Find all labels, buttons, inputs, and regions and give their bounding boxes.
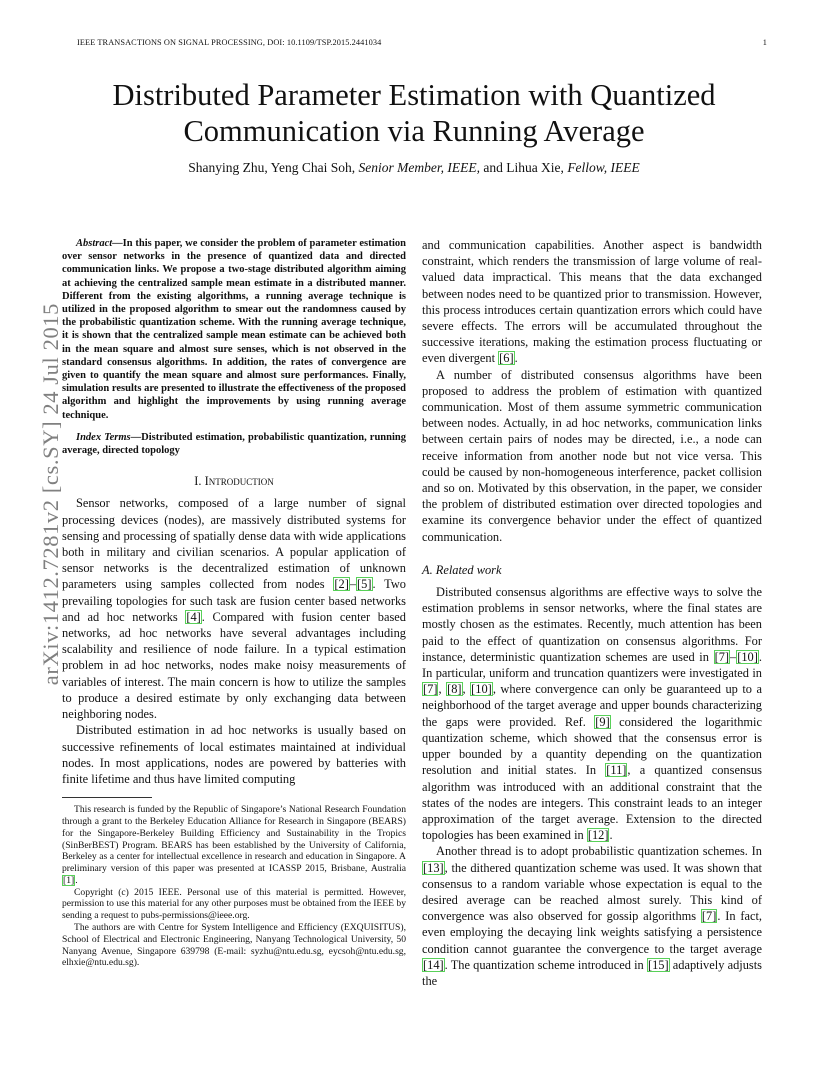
citation-link[interactable]: [5] <box>357 577 372 592</box>
author-1-title: Senior Member, IEEE, <box>358 160 480 175</box>
citation-link[interactable]: [1] <box>63 874 75 886</box>
section-number: I. <box>194 474 205 489</box>
text-run: considered the logarithmic quantization scheme, which showed that the consensus error is upper bounded by a quantity depending on the quantization resolution and initial states. In <box>422 714 762 778</box>
footnote-rule <box>62 797 152 798</box>
text-run: , <box>438 682 447 697</box>
intro-paragraph-2-continued <box>422 237 762 367</box>
text-run: . In fact, even employing the decaying link weights satisfying a persistence condition cannot guarantee the convergence to the target average <box>422 909 763 956</box>
title-line-2: Communication via Running Average <box>183 114 645 148</box>
section-heading-introduction <box>62 473 406 489</box>
text-run: Distributed consensus algorithms are effective ways to solve the estimation problems in sensor networks, where the final states are mostly chosen as the estimates. Recently, much attention has been paid to the effect of quantization on consensus algorithms. For instance, deterministic quantization schemes are used in <box>422 585 762 664</box>
citation-link[interactable]: [14] <box>423 957 444 972</box>
author-2: and Lihua Xie, <box>479 160 568 175</box>
intro-paragraph-3: A number of distributed consensus algorithms have been proposed to address the problem of estimation with quantized communication. Most of them assume symmetric communication between nodes. Actually, in ad hoc networks, communication links between certain pairs of nodes may be directed, i.e., a node can receive information from another node but not vice versa. This could be caused by non-homogeneous interference, packet collision and so on. Motivated by this observation, in the paper, we consider the problem of distributed estimation over directed topologies and examine its convergence behavior under the effect of quantized communication. <box>422 367 762 544</box>
citation-link[interactable]: [6] <box>499 351 514 366</box>
intro-paragraph-1 <box>62 495 406 722</box>
text-run: . <box>514 351 518 366</box>
text-run: and communication capabilities. Another aspect is bandwidth constraint, which renders the transmission of large volume of real-valued data impractical. This means that the data exchanged between nodes need to be quantized prior to transmission. However, this process introduces certain quantization errors which could have severe effects. The errors will be accumulated throughout the successive iterations, making the estimation process fluctuating or even divergent <box>422 238 762 366</box>
text-run: , the dithered quantization scheme was used. It was shown that consensus to a random variable whose expectation is equal to the desired average can be reached almost surely. This kind of convergence was also observed for gossip algorithms <box>422 860 762 924</box>
citation-link[interactable]: [11] <box>606 763 627 778</box>
index-terms-label: Index Terms <box>76 431 131 443</box>
citation-link[interactable]: [10] <box>737 649 758 664</box>
left-column <box>62 237 406 969</box>
journal-header: IEEE TRANSACTIONS ON SIGNAL PROCESSING, DOI: 10.1109/TSP.2015.2441034 <box>77 38 382 47</box>
footnote-copyright: Copyright (c) 2015 IEEE. Personal use of this material is permitted. However, permission to use this material for any other purposes must be obtained from the IEEE by sending a request to pubs-permissions@ieee.org. <box>62 886 406 922</box>
text-run: , where convergence can only be guaranteed up to a neighborhood of the target average and upper bounds characterizing the gaps were provided. Ref. <box>422 682 762 729</box>
citation-link[interactable]: [13] <box>423 860 444 875</box>
text-run: This research is funded by the Republic of Singapore’s National Research Foundation through a grant to the Berkeley Education Alliance for Research in Singapore (BEARS) for the Singapore-Berkeley Building Efficiency and Sustainability in the Tropics (SinBerBEST) Program. BEARS has been established by the University of California, Berkeley as a center for intellectual excellence in research and education in Singapore. A preliminary version of this paper was presented at ICASSP 2015, Brisbane, Australia <box>62 804 406 875</box>
authors <box>60 160 768 176</box>
abstract <box>62 237 406 422</box>
text-run: Another thread is to adopt probabilistic quantization schemes. In <box>436 844 762 859</box>
citation-link[interactable]: [12] <box>587 828 609 843</box>
subsection-heading-related-work: A. Related work <box>422 562 502 577</box>
text-run: . <box>609 828 613 843</box>
arxiv-stamp[interactable]: arXiv:1412.7281v2 [cs.SY] 24 Jul 2015 <box>38 303 63 686</box>
related-work-paragraph-1 <box>422 584 762 843</box>
right-column <box>422 237 762 989</box>
index-terms-text: —Distributed estimation, probabilistic quantization, running average, directed topology <box>62 431 406 457</box>
citation-link[interactable]: [10] <box>471 682 492 697</box>
section-title: Introduction <box>204 474 274 489</box>
citation-link[interactable]: [7] <box>701 909 717 924</box>
text-run: . In particular, uniform and truncation quantizers were investigated in <box>422 649 762 681</box>
citation-link[interactable]: [9] <box>595 714 610 729</box>
text-run: , a quantized consensus algorithm was introduced with an additional constraint that the states of the nodes are integers. This constraint leads to an integer approximation of the target average. Extension to the directed topologies has been examined in <box>422 763 762 843</box>
text-run: – <box>349 577 357 592</box>
text-run: adaptively adjusts the <box>422 957 762 988</box>
intro-paragraph-2: Distributed estimation in ad hoc networks is usually based on successive refinements of local estimates maintained at individual nodes. In most applications, nodes are powered by batteries with finite lifetime and thus have limited computing <box>62 723 406 786</box>
text-run: . Compared with fusion center based networks, ad hoc networks have several advantages including scalability and resilience of node failure. In a typical estimation problem in ad hoc networks, nodes make noisy measurements of variables of interest. The main concern is how to utilize the samples to produce a desired estimate by only exchanging data between neighboring nodes. <box>62 609 406 722</box>
page-number: 1 <box>762 38 767 47</box>
citation-link[interactable]: [8] <box>447 682 462 697</box>
text-run: . <box>75 874 78 886</box>
citation-link[interactable]: [7] <box>714 649 730 664</box>
paper-title <box>60 77 768 149</box>
citation-link[interactable]: [7] <box>423 682 438 697</box>
title-line-1: Distributed Parameter Estimation with Quantized <box>112 78 716 112</box>
text-run: , <box>462 682 471 697</box>
index-terms <box>62 431 406 457</box>
citation-link[interactable]: [4] <box>186 609 201 624</box>
text-run: – <box>730 649 737 664</box>
abstract-label: Abstract <box>76 238 113 249</box>
footnote-affiliation: The authors are with Centre for System Intelligence and Efficiency (EXQUISITUS), School of Electrical and Electronic Engineering, Nanyang Technological University, 50 Nanyang Avenue, Singapore 639798 (E-mail: syzhu@ntu.edu.sg, eycsoh@ntu.edu.sg, elhxie@ntu.edu.sg). <box>62 922 406 969</box>
related-work-paragraph-2 <box>422 843 762 989</box>
author-2-title: Fellow, IEEE <box>567 160 640 175</box>
text-run: . The quantization scheme introduced in <box>444 957 647 972</box>
footnote-funding <box>62 804 406 887</box>
author-1: Shanying Zhu, Yeng Chai Soh, <box>188 160 359 175</box>
citation-link[interactable]: [2] <box>334 577 349 592</box>
citation-link[interactable]: [15] <box>647 957 669 972</box>
text-run: Sensor networks, composed of a large number of signal processing devices (nodes), are massively distributed systems for sensing and processing of spatially dense data with wide applications both in military and civilian scenarios. A popular application of sensor networks is the decentralized estimation of unknown parameters using samples collected from nodes <box>62 496 406 592</box>
abstract-text: —In this paper, we consider the problem of parameter estimation over sensor networks in the presence of quantized data and directed communication links. We propose a two-stage distributed algorithm aiming at achieving the centralized sample mean estimate in a distributed manner. Different from the existing algorithms, a running average technique is utilized in the proposed algorithm to smear out the randomness caused by the probabilistic quantization scheme. With the running average technique, it is shown that the centralized sample mean estimate can be achieved both in the mean square and almost sure senses, which is not observed in the standard consensus algorithms. In addition, the rates of convergence are given to quantify the mean square and almost sure performances. Finally, simulation results are presented to illustrate the effectiveness of the proposed algorithm and highlight the improvements by using running average technique. <box>62 238 406 421</box>
page-header <box>77 38 767 52</box>
text-run: . Two prevailing topologies for such task are fusion center based networks and ad hoc networks <box>62 577 406 624</box>
